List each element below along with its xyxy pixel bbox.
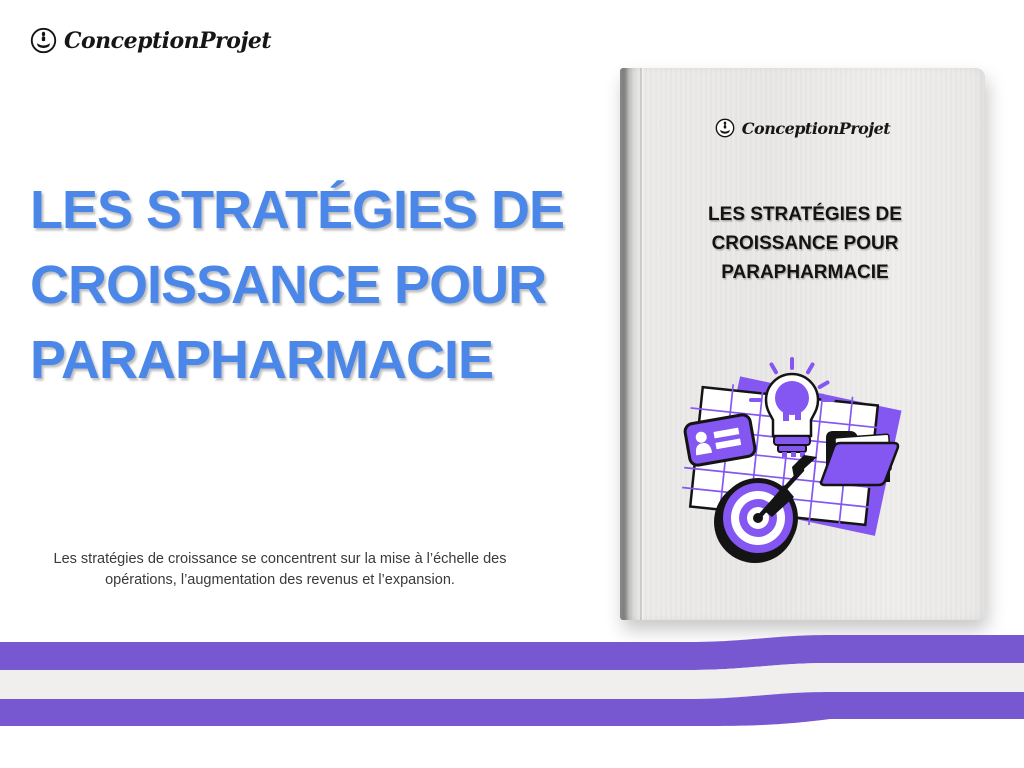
- bottom-wave-stripes: [0, 630, 1024, 735]
- header-logo-text: ConceptionProjet: [64, 27, 272, 54]
- folder-icon: [821, 431, 898, 485]
- page-title-line-3: PARAPHARMACIE: [30, 330, 494, 390]
- page-title-line-1: LES STRATÉGIES DE: [30, 180, 565, 240]
- book-title-line-3: PARAPHARMACIE: [721, 262, 889, 283]
- book-title-line-1: LES STRATÉGIES DE: [708, 204, 902, 225]
- book-spine-crease: [640, 68, 642, 620]
- page-title-line-2: CROISSANCE POUR: [30, 255, 547, 315]
- book-title-line-2: CROISSANCE POUR: [711, 233, 899, 254]
- growth-strategy-illustration: [670, 354, 950, 604]
- book-logo: [620, 118, 985, 138]
- book-logo-text: ConceptionProjet: [741, 118, 891, 138]
- ebook-cover-mockup: [620, 68, 985, 620]
- book-title: [640, 200, 970, 287]
- page-subtitle: Les stratégies de croissance se concentrent sur la mise à l’échelle des opérations, l’augmentation des revenus et l’expansion.: [53, 550, 507, 588]
- hand-holding-idea-icon: [30, 27, 57, 54]
- hand-holding-idea-icon: [715, 118, 735, 138]
- header-logo: [30, 27, 271, 54]
- page-title: [30, 173, 605, 398]
